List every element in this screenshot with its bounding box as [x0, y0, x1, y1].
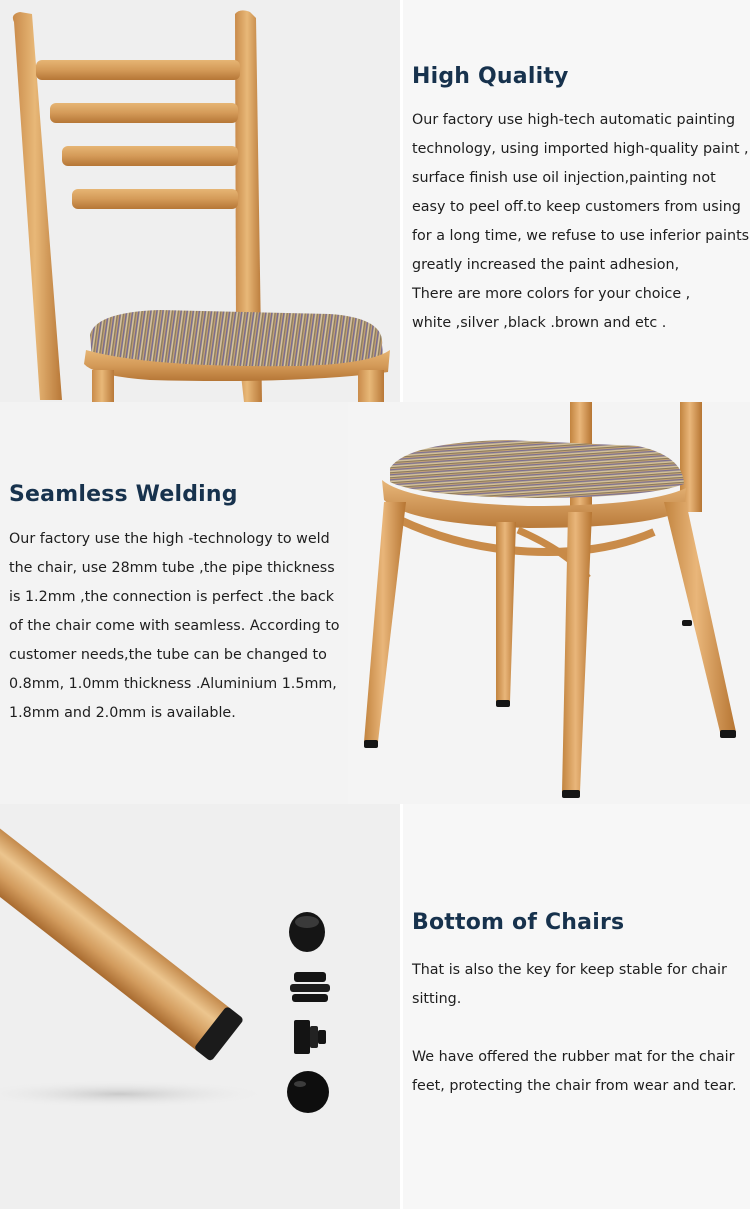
- text-line: greatly increased the paint adhesion,: [412, 257, 680, 273]
- bottom-of-chairs-paragraph-2: [412, 1043, 747, 1101]
- rubber-cap-ribbed: [290, 972, 330, 1002]
- text-line: feet, protecting the chair from wear and tear.: [412, 1078, 737, 1094]
- rubber-cap-bottom-view: [287, 1071, 329, 1113]
- seamless-welding-description: [9, 525, 344, 728]
- chair-foot-image: [0, 804, 400, 1209]
- text-line: is 1.2mm ,the connection is perfect .the back: [9, 589, 335, 605]
- chair-back-illustration: [0, 0, 400, 402]
- high-quality-title: High Quality: [412, 64, 569, 89]
- text-line: sitting.: [412, 991, 462, 1007]
- high-quality-text-panel: [403, 0, 750, 402]
- bottom-of-chairs-title: Bottom of Chairs: [412, 910, 625, 935]
- high-quality-description: [412, 106, 750, 338]
- text-line: the chair, use 28mm tube ,the pipe thickness: [9, 560, 335, 576]
- seamless-welding-text-panel: [0, 402, 348, 804]
- text-line: There are more colors for your choice ,: [412, 286, 691, 302]
- text-line: We have offered the rubber mat for the chair: [412, 1049, 735, 1065]
- text-line: easy to peel off.to keep customers from using: [412, 199, 741, 215]
- section-high-quality: [0, 0, 750, 402]
- section-seamless-welding: [0, 402, 750, 804]
- text-line: for a long time, we refuse to use inferior paints: [412, 228, 750, 244]
- rubber-cap-side-view: [294, 1020, 326, 1054]
- bottom-of-chairs-text-panel: [403, 804, 750, 1209]
- text-line: Our factory use high-tech automatic painting: [412, 112, 736, 128]
- text-line: 1.8mm and 2.0mm is available.: [9, 705, 236, 721]
- chair-seat-illustration: [348, 402, 750, 804]
- text-line: 0.8mm, 1.0mm thickness .Aluminium 1.5mm,: [9, 676, 337, 692]
- bottom-of-chairs-paragraph-1: [412, 956, 747, 1014]
- text-line: customer needs,the tube can be changed to: [9, 647, 327, 663]
- seamless-welding-title: Seamless Welding: [9, 482, 238, 507]
- chair-seat-legs-image: [348, 402, 750, 804]
- text-line: That is also the key for keep stable for chair: [412, 962, 727, 978]
- text-line: white ,silver ,black .brown and etc .: [412, 315, 667, 331]
- rubber-cap-top-view: [289, 912, 325, 952]
- section-bottom-of-chairs: [0, 804, 750, 1209]
- text-line: of the chair come with seamless. According to: [9, 618, 340, 634]
- text-line: surface finish use oil injection,painting not: [412, 170, 716, 186]
- text-line: Our factory use the high -technology to weld: [9, 531, 330, 547]
- text-line: technology, using imported high-quality paint ,: [412, 141, 749, 157]
- chair-back-image: [0, 0, 400, 402]
- leg-and-rubber-caps-illustration: [0, 804, 400, 1209]
